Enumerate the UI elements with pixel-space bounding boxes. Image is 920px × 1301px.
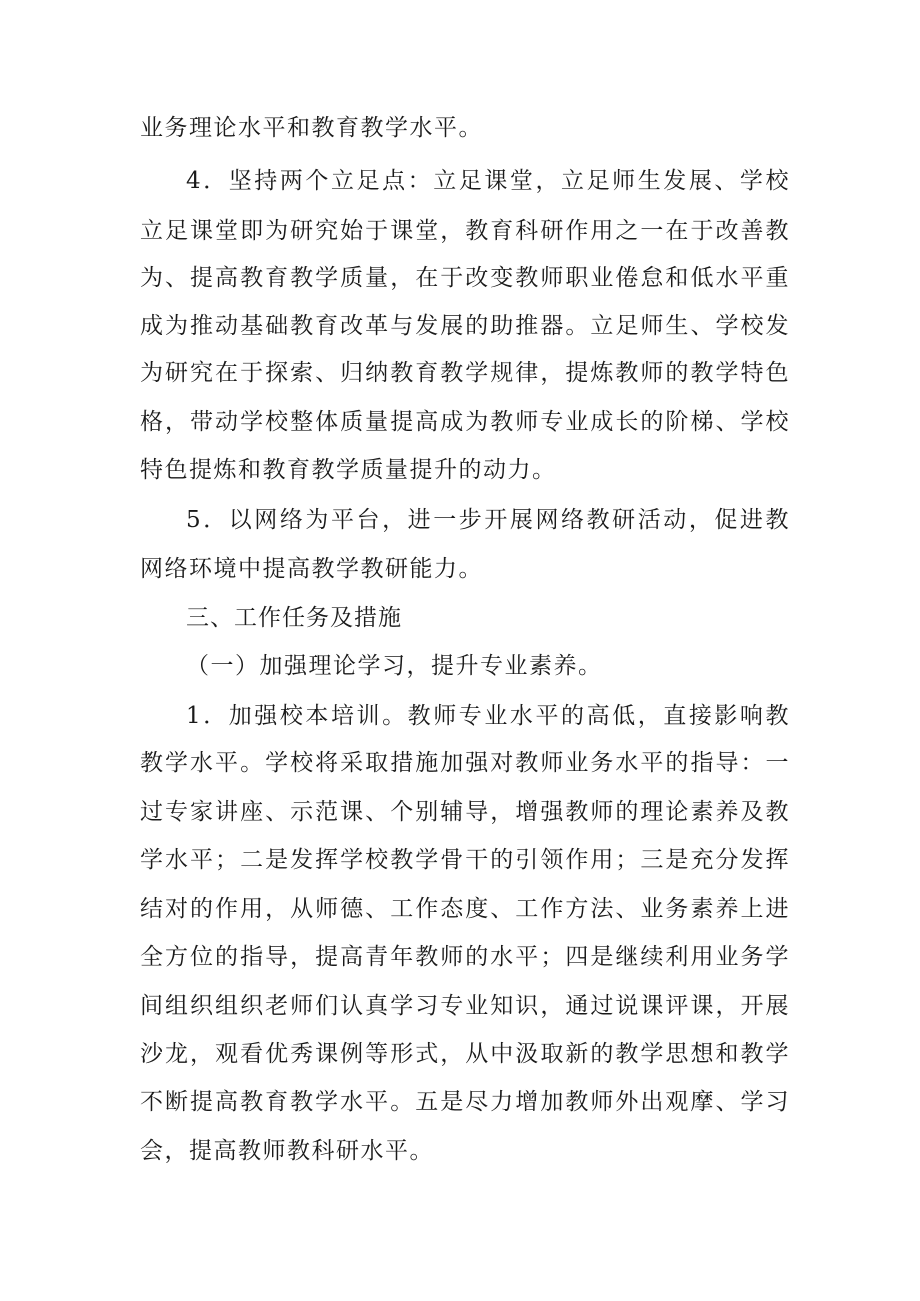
paragraph-line: 业务理论水平和教育教学水平。: [140, 115, 483, 141]
paragraph-line: 为研究在于探索、归纳教育教学规律，提炼教师的教学特色: [140, 360, 790, 386]
paragraph-line: 沙龙，观看优秀课例等形式，从中汲取新的教学思想和教学: [140, 1041, 790, 1067]
paragraph-line: 全方位的指导，提高青年教师的水平；四是继续利用业务学: [140, 944, 790, 970]
paragraph-line: 为、提高教育教学质量，在于改变教师职业倦怠和低水平重: [140, 265, 790, 291]
paragraph-line: 立足课堂即为研究始于课堂，教育科研作用之一在于改善教: [140, 218, 790, 244]
paragraph-line: 过专家讲座、示范课、个别辅导，增强教师的理论素养及教: [140, 799, 790, 825]
paragraph-line: 格，带动学校整体质量提高成为教师专业成长的阶梯、学校: [140, 409, 790, 435]
paragraph-line: 网络环境中提高教学教研能力。: [140, 556, 483, 582]
paragraph-line: 教学水平。学校将采取措施加强对教师业务水平的指导：一: [140, 750, 790, 776]
subsection-heading: （一）加强理论学习，提升专业素养。: [186, 653, 603, 679]
paragraph-line: 成为推动基础教育改革与发展的助推器。立足师生、学校发: [140, 313, 790, 339]
paragraph-line: 结对的作用，从师德、工作态度、工作方法、业务素养上进: [140, 896, 790, 922]
paragraph-line: 学水平；二是发挥学校教学骨干的引领作用；三是充分发挥: [140, 847, 790, 873]
paragraph-line: 4．坚持两个立足点：立足课堂，立足师生发展、学校: [186, 168, 790, 194]
section-heading: 三、工作任务及措施: [186, 605, 402, 631]
paragraph-line: 会，提高教师教科研水平。: [140, 1138, 434, 1164]
paragraph-line: 5．以网络为平台，进一步开展网络教研活动，促进教: [186, 507, 790, 533]
paragraph-line: 不断提高教育教学水平。五是尽力增加教师外出观摩、学习: [140, 1089, 790, 1115]
paragraph-line: 1．加强校本培训。教师专业水平的高低，直接影响教: [186, 703, 790, 729]
paragraph-line: 间组织组织老师们认真学习专业知识，通过说课评课，开展: [140, 993, 790, 1019]
paragraph-line: 特色提炼和教育教学质量提升的动力。: [140, 457, 557, 483]
